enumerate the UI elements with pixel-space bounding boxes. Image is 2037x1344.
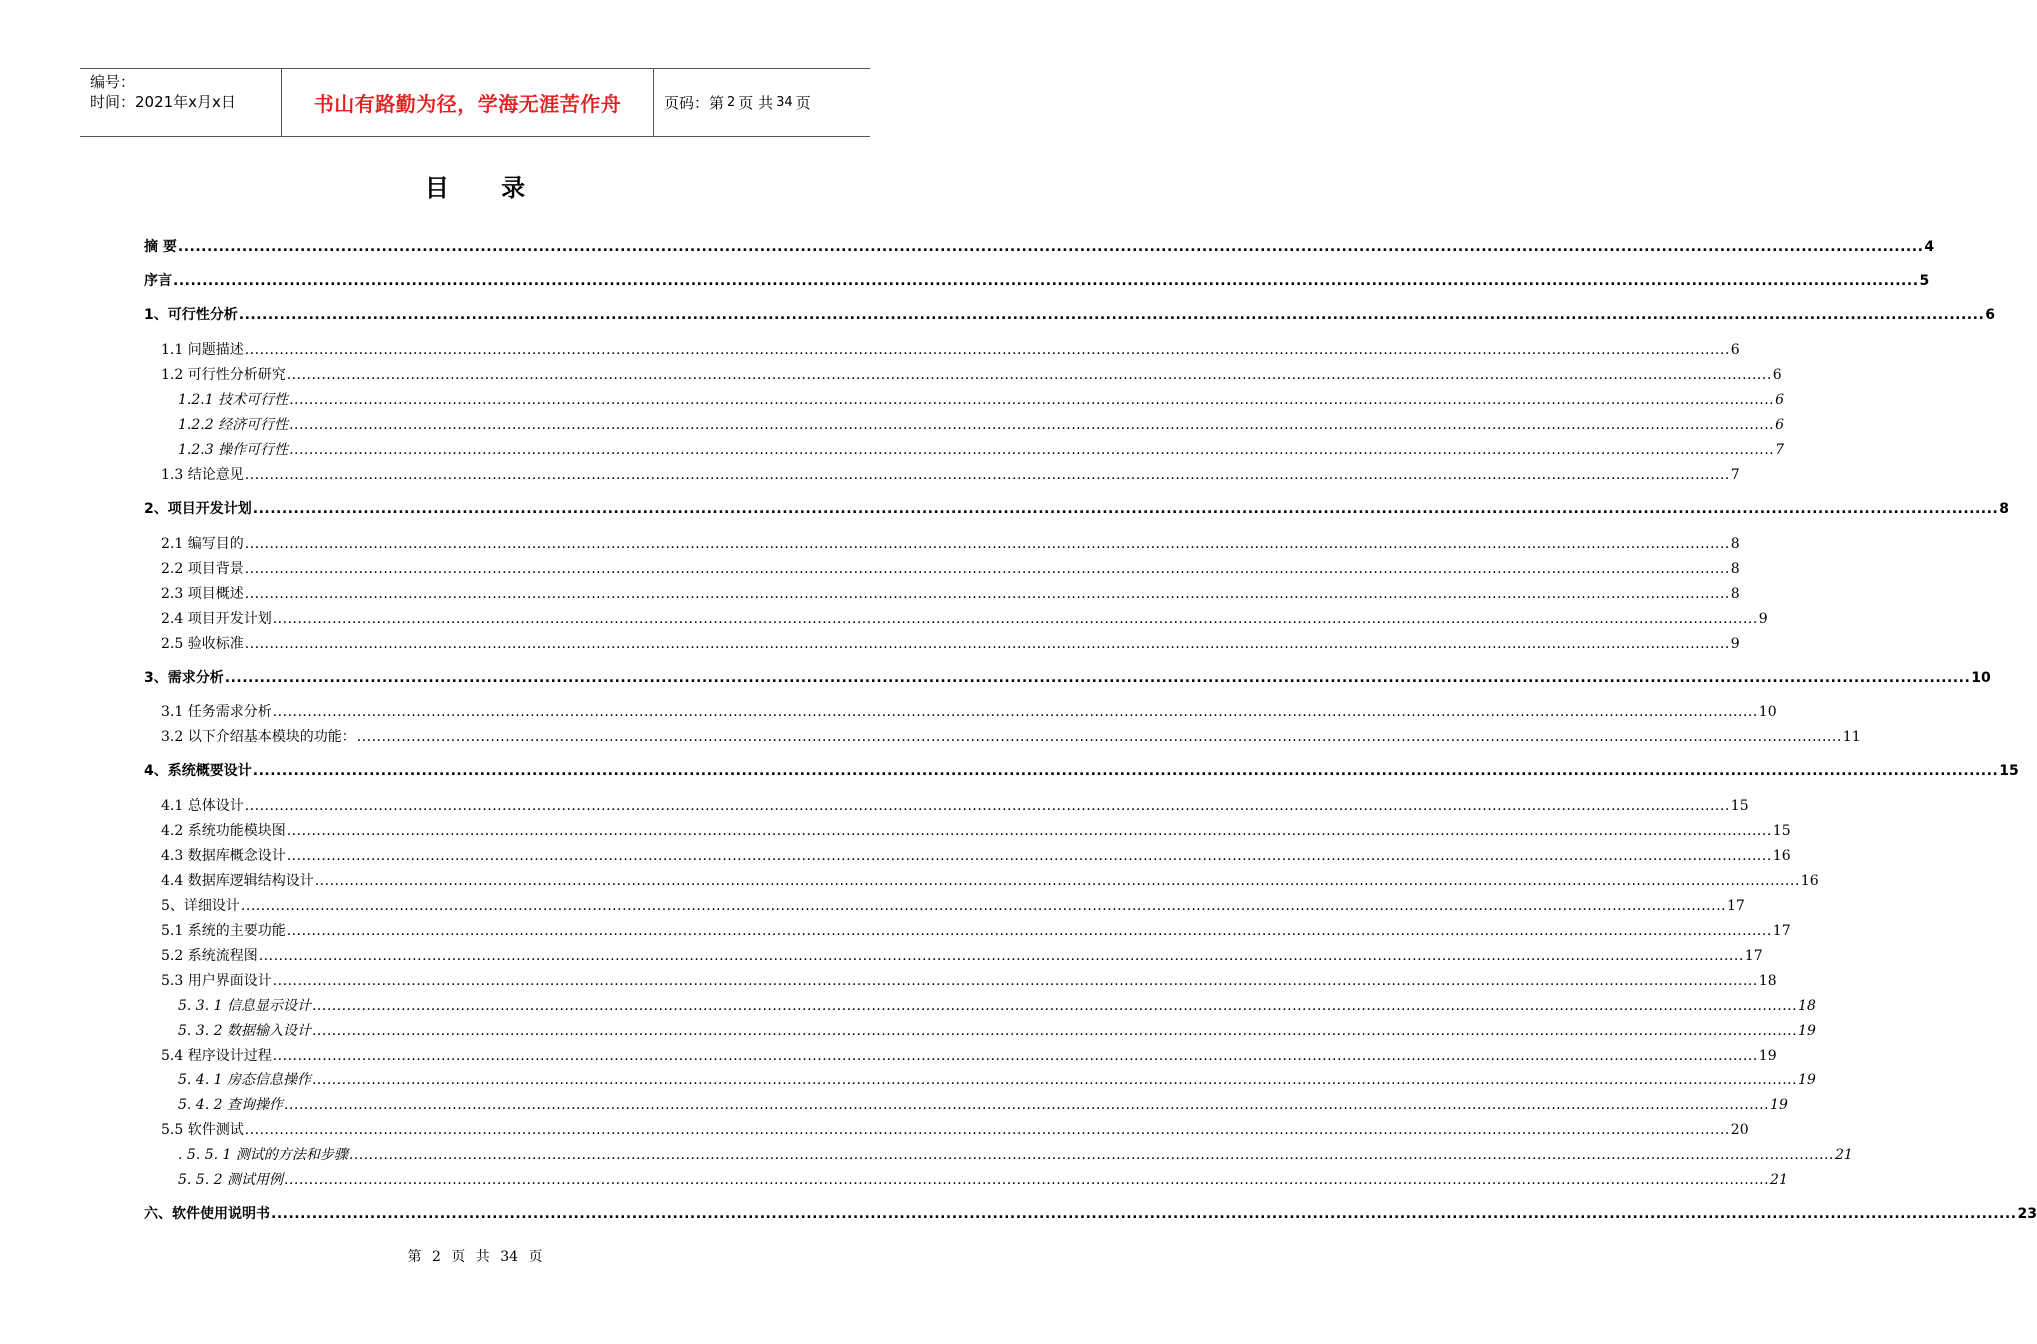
toc-entry-page: 18 xyxy=(1798,998,1816,1014)
toc-entry[interactable] xyxy=(144,1203,2037,1223)
toc-entry[interactable] xyxy=(144,270,1930,290)
toc-entry[interactable] xyxy=(144,1094,1788,1114)
toc-entry-label: 2.1 编写目的 xyxy=(161,536,244,552)
page-current: 2 xyxy=(727,95,736,110)
toc-entry-label: 4.3 数据库概念设计 xyxy=(161,848,286,864)
toc-entry[interactable] xyxy=(144,439,1785,459)
toc-entry-page: 15 xyxy=(1999,763,2019,779)
toc-entry-label: 2.5 验收标准 xyxy=(161,636,244,652)
toc-entry-label: 5.5 软件测试 xyxy=(161,1122,244,1138)
toc-entry-label: 摘 要 xyxy=(144,239,177,255)
toc-dot-leader: ............................................................................................................................................................................................................................................................................................................ xyxy=(244,467,1730,483)
toc-entry[interactable] xyxy=(144,608,1768,628)
toc-dot-leader: ............................................................................................................................................................................................................................................................................................................ xyxy=(244,1122,1730,1138)
toc-entry[interactable] xyxy=(144,414,1785,434)
toc-entry-page: 23 xyxy=(2017,1206,2037,1222)
toc-entry-label: 5.3 用户界面设计 xyxy=(161,973,272,989)
toc-entry-page: 15 xyxy=(1772,823,1791,839)
toc-entry[interactable] xyxy=(144,558,1740,578)
toc-entry-label: 4、系统概要设计 xyxy=(144,763,252,779)
toc-entry[interactable] xyxy=(144,845,1791,865)
toc-dot-leader: ............................................................................................................................................................................................................................................................................................................ xyxy=(311,1023,1798,1039)
toc-dot-leader: ............................................................................................................................................................................................................................................................................................................ xyxy=(244,536,1730,552)
toc-dot-leader: ............................................................................................................................................................................................................................................................................................................ xyxy=(311,1072,1798,1088)
toc-entry-label: 5. 3. 2 数据输入设计 xyxy=(178,1023,311,1039)
toc-entry[interactable] xyxy=(144,895,1745,915)
toc-dot-leader: ............................................................................................................................................................................................................................................................................................................ xyxy=(244,636,1730,652)
toc-entry-page: 9 xyxy=(1758,611,1768,627)
toc-dot-leader: ............................................................................................................................................................................................................................................................................................................ xyxy=(258,948,1744,964)
toc-dot-leader: ............................................................................................................................................................................................................................................................................................................ xyxy=(244,342,1730,358)
toc-entry-page: 18 xyxy=(1758,973,1777,989)
page-mid: 页 共 xyxy=(738,94,774,112)
toc-entry[interactable] xyxy=(144,236,1935,256)
toc-entry[interactable] xyxy=(144,820,1791,840)
toc-entry-page: 6 xyxy=(1730,342,1740,358)
toc-entry-label: 3.2 以下介绍基本模块的功能： xyxy=(161,729,356,745)
toc-entry[interactable] xyxy=(144,583,1740,603)
toc-entry[interactable] xyxy=(144,1045,1777,1065)
toc-entry-page: 21 xyxy=(1834,1147,1853,1163)
toc-entry-label: 1.2.1 技术可行性 xyxy=(178,392,289,408)
toc-entry[interactable] xyxy=(144,464,1740,484)
toc-entry-label: 5. 4. 2 查询操作 xyxy=(178,1097,283,1113)
toc-entry[interactable] xyxy=(144,364,1782,384)
toc-entry-page: 6 xyxy=(1775,392,1785,408)
toc-entry[interactable] xyxy=(144,1020,1816,1040)
toc-entry-label: 4.2 系统功能模块图 xyxy=(161,823,286,839)
toc-entry[interactable] xyxy=(144,701,1777,721)
toc-entry-page: 7 xyxy=(1730,467,1740,483)
toc-entry-label: 4.4 数据库逻辑结构设计 xyxy=(161,873,314,889)
toc-entry[interactable] xyxy=(144,339,1740,359)
toc-entry-page: 6 xyxy=(1772,367,1782,383)
toc-dot-leader: ............................................................................................................................................................................................................................................................................................................ xyxy=(286,367,1772,383)
toc-entry-page: 16 xyxy=(1772,848,1791,864)
toc-entry-label: 5.4 程序设计过程 xyxy=(161,1048,272,1064)
toc-entry-page: 4 xyxy=(1924,239,1935,255)
toc-entry[interactable] xyxy=(144,304,1996,324)
toc-dot-leader: ............................................................................................................................................................................................................................................................................................................ xyxy=(252,763,1999,779)
toc-entry-page: 8 xyxy=(1730,536,1740,552)
toc-entry[interactable] xyxy=(144,795,1749,815)
page-total: 34 xyxy=(776,95,793,110)
toc-entry-page: 20 xyxy=(1730,1122,1749,1138)
toc-entry[interactable] xyxy=(144,945,1763,965)
toc-entry-page: 10 xyxy=(1971,670,1991,686)
toc-entry[interactable] xyxy=(144,1069,1816,1089)
toc-dot-leader: ............................................................................................................................................................................................................................................................................................................ xyxy=(238,307,1985,323)
toc-entry-page: 19 xyxy=(1758,1048,1777,1064)
toc-dot-leader: ............................................................................................................................................................................................................................................................................................................ xyxy=(240,898,1726,914)
toc-dot-leader: ............................................................................................................................................................................................................................................................................................................ xyxy=(289,392,1775,408)
toc-entry-label: . 5. 5. 1 测试的方法和步骤 xyxy=(178,1147,348,1163)
toc-entry-label: 5. 5. 2 测试用例 xyxy=(178,1172,283,1188)
header-meta xyxy=(80,69,281,136)
toc-entry-label: 5. 3. 1 信息显示设计 xyxy=(178,998,311,1014)
toc-dot-leader: ............................................................................................................................................................................................................................................................................................................ xyxy=(272,611,1758,627)
toc-entry-label: 4.1 总体设计 xyxy=(161,798,244,814)
toc-dot-leader: ............................................................................................................................................................................................................................................................................................................ xyxy=(173,273,1919,289)
toc-entry-page: 16 xyxy=(1800,873,1819,889)
toc-dot-leader: ............................................................................................................................................................................................................................................................................................................ xyxy=(244,561,1730,577)
toc-dot-leader: ............................................................................................................................................................................................................................................................................................................ xyxy=(272,1048,1758,1064)
toc-dot-leader: ............................................................................................................................................................................................................................................................................................................ xyxy=(252,501,1999,517)
toc-entry[interactable] xyxy=(144,1119,1749,1139)
toc-dot-leader: ............................................................................................................................................................................................................................................................................................................ xyxy=(286,923,1772,939)
toc-dot-leader: ............................................................................................................................................................................................................................................................................................................ xyxy=(244,586,1730,602)
toc-dot-leader: ............................................................................................................................................................................................................................................................................................................ xyxy=(314,873,1800,889)
toc-dot-leader: ............................................................................................................................................................................................................................................................................................................ xyxy=(289,417,1775,433)
toc-entry-page: 8 xyxy=(1730,561,1740,577)
toc-entry-page: 15 xyxy=(1730,798,1749,814)
toc-dot-leader: ............................................................................................................................................................................................................................................................................................................ xyxy=(224,670,1971,686)
toc-entry-page: 8 xyxy=(1999,501,2010,517)
toc-entry-page: 9 xyxy=(1730,636,1740,652)
toc-entry-label: 1.2 可行性分析研究 xyxy=(161,367,286,383)
toc-entry-page: 19 xyxy=(1770,1097,1788,1113)
toc-entry-page: 11 xyxy=(1842,729,1861,745)
header-page-info xyxy=(654,69,870,136)
toc-dot-leader: ............................................................................................................................................................................................................................................................................................................ xyxy=(289,442,1775,458)
header-motto: 书山有路勤为径，学海无涯苦作舟 xyxy=(281,69,654,136)
toc-entry-page: 19 xyxy=(1798,1023,1816,1039)
toc-entry-page: 19 xyxy=(1798,1072,1816,1088)
toc-entry[interactable] xyxy=(144,389,1785,409)
toc-entry-label: 1.3 结论意见 xyxy=(161,467,244,483)
toc-entry-page: 21 xyxy=(1770,1172,1788,1188)
toc-entry-label: 3.1 任务需求分析 xyxy=(161,704,272,720)
toc-entry-page: 10 xyxy=(1758,704,1777,720)
toc-dot-leader: ............................................................................................................................................................................................................................................................................................................ xyxy=(283,1097,1770,1113)
page-prefix: 页码：第 xyxy=(664,94,725,112)
toc-dot-leader: ............................................................................................................................................................................................................................................................................................................ xyxy=(271,1206,2017,1222)
toc-entry[interactable] xyxy=(144,995,1816,1015)
toc-entry-label: 六、软件使用说明书 xyxy=(144,1206,270,1222)
toc-entry-label: 5. 4. 1 房态信息操作 xyxy=(178,1072,311,1088)
toc-entry[interactable] xyxy=(144,760,2019,780)
toc-entry-page: 17 xyxy=(1726,898,1745,914)
page-suffix: 页 xyxy=(795,94,811,112)
toc-entry-page: 7 xyxy=(1775,442,1785,458)
toc-entry-page: 8 xyxy=(1730,586,1740,602)
toc-entry-label: 1.1 问题描述 xyxy=(161,342,244,358)
toc-entry[interactable] xyxy=(144,667,1991,687)
document-number-label: 编号： xyxy=(90,73,136,91)
toc-entry-label: 2.4 项目开发计划 xyxy=(161,611,272,627)
toc-dot-leader: ............................................................................................................................................................................................................................................................................................................ xyxy=(177,239,1924,255)
toc-dot-leader: ............................................................................................................................................................................................................................................................................................................ xyxy=(348,1147,1834,1163)
toc-entry-label: 3、需求分析 xyxy=(144,670,224,686)
toc-entry-label: 序言 xyxy=(144,273,172,289)
toc-entry[interactable] xyxy=(144,726,1861,746)
toc-dot-leader: ............................................................................................................................................................................................................................................................................................................ xyxy=(244,798,1730,814)
toc-dot-leader: ............................................................................................................................................................................................................................................................................................................ xyxy=(272,973,1758,989)
page-title: 目 录 xyxy=(424,174,548,202)
toc-entry-page: 17 xyxy=(1744,948,1763,964)
toc-entry[interactable] xyxy=(144,1144,1853,1164)
toc-dot-leader: ............................................................................................................................................................................................................................................................................................................ xyxy=(272,704,1758,720)
toc-entry-label: 1、可行性分析 xyxy=(144,307,238,323)
toc-entry-label: 5、详细设计 xyxy=(161,898,240,914)
toc-entry-label: 2.3 项目概述 xyxy=(161,586,244,602)
toc-dot-leader: ............................................................................................................................................................................................................................................................................................................ xyxy=(286,848,1772,864)
toc-entry-label: 5.1 系统的主要功能 xyxy=(161,923,286,939)
toc-entry-page: 17 xyxy=(1772,923,1791,939)
toc-entry[interactable] xyxy=(144,1169,1788,1189)
toc-entry-page: 5 xyxy=(1919,273,1930,289)
toc-entry-label: 2、项目开发计划 xyxy=(144,501,252,517)
toc-dot-leader: ............................................................................................................................................................................................................................................................................................................ xyxy=(286,823,1772,839)
toc-entry-label: 2.2 项目背景 xyxy=(161,561,244,577)
toc-dot-leader: ............................................................................................................................................................................................................................................................................................................ xyxy=(283,1172,1770,1188)
toc-entry[interactable] xyxy=(144,870,1819,890)
toc-entry[interactable] xyxy=(144,633,1740,653)
toc-dot-leader: ............................................................................................................................................................................................................................................................................................................ xyxy=(311,998,1798,1014)
toc-entry-page: 6 xyxy=(1985,307,1996,323)
toc-entry[interactable] xyxy=(144,920,1791,940)
toc-entry[interactable] xyxy=(144,970,1777,990)
toc-entry-label: 1.2.2 经济可行性 xyxy=(178,417,289,433)
page-header xyxy=(80,68,870,137)
toc-entry-label: 5.2 系统流程图 xyxy=(161,948,258,964)
toc-entry-label: 1.2.3 操作可行性 xyxy=(178,442,289,458)
page-footer: 第 2 页 共 34 页 xyxy=(407,1249,543,1265)
toc-entry[interactable] xyxy=(144,498,2010,518)
toc-dot-leader: ............................................................................................................................................................................................................................................................................................................ xyxy=(356,729,1842,745)
toc-entry[interactable] xyxy=(144,533,1740,553)
toc-entry-page: 6 xyxy=(1775,417,1785,433)
document-time-label: 时间：2021年x月x日 xyxy=(90,93,236,111)
